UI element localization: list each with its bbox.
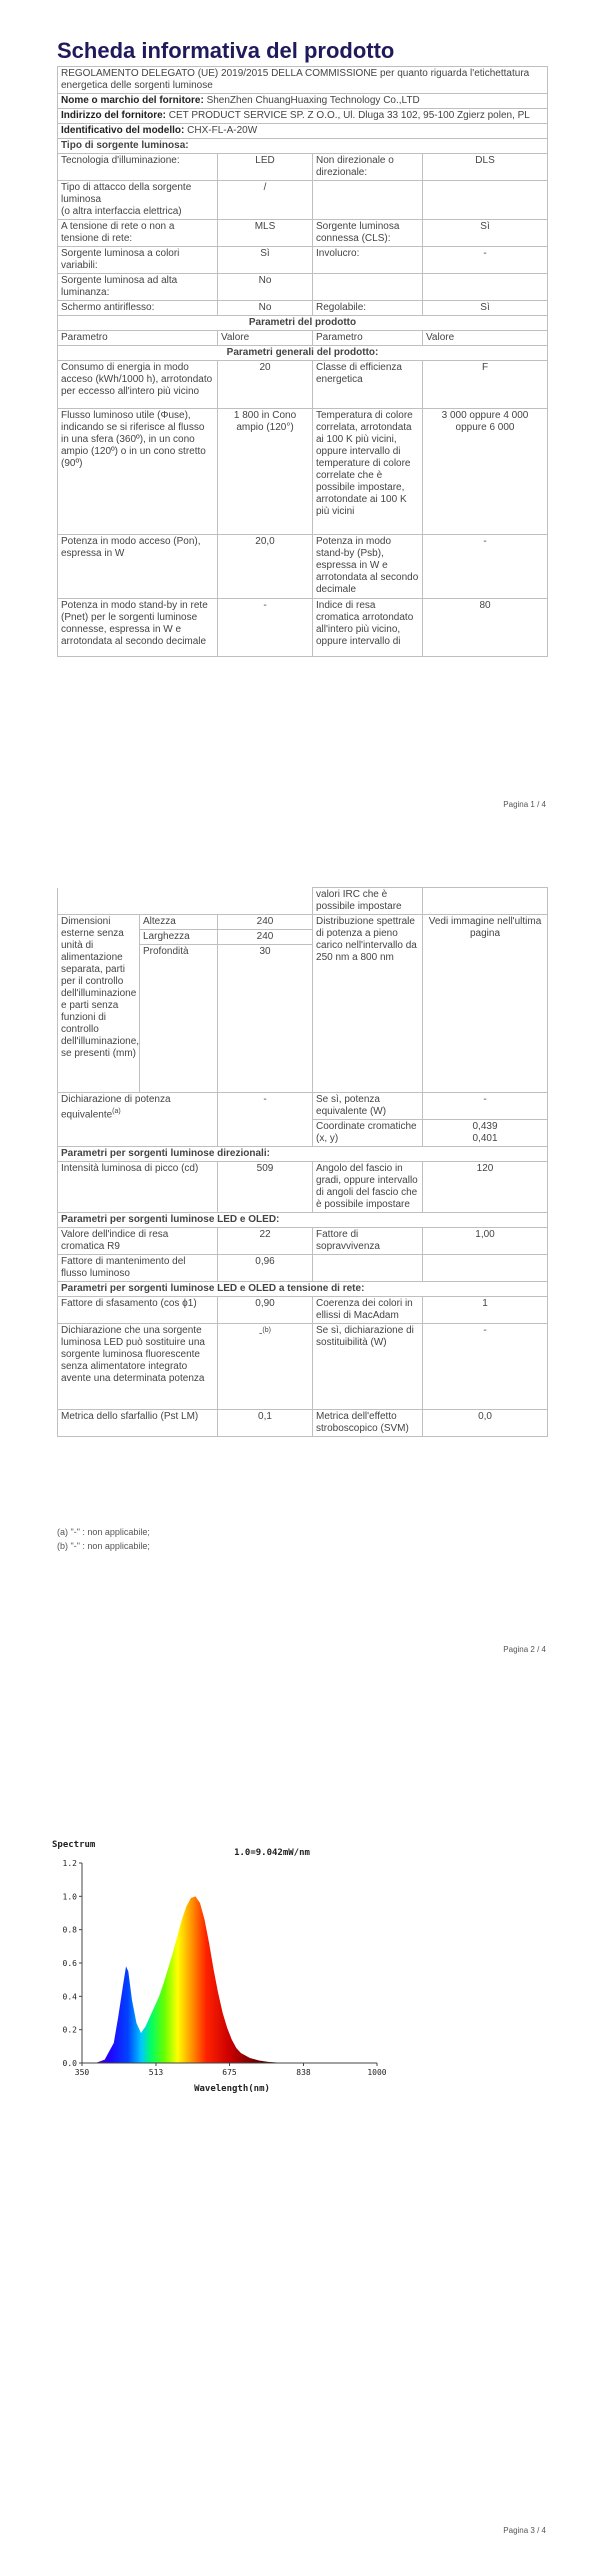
general-params-header: Parametri generali del prodotto:: [58, 346, 548, 361]
general-param-label: Potenza in modo acceso (Pon), espressa in W: [58, 535, 218, 599]
model-id: CHX-FL-A-20W: [187, 125, 258, 136]
type-param-value-2: Sì: [423, 301, 548, 316]
type-param-label-2: Regolabile:: [313, 301, 423, 316]
general-param-label-2: Temperatura di colore correlata, arrotondata ai 100 K più vicini, oppure intervallo di temperature di colore correlate che è possibile impostare, arrotondate ai 100 K più vicini: [313, 409, 423, 535]
spectrum-chart-svg: [52, 1835, 432, 2095]
source-type-row: [58, 220, 548, 247]
mains-header: Parametri per sorgenti luminose LED e OLED a tensione di rete:: [58, 1282, 548, 1297]
x-tick-label: 350: [74, 2068, 90, 2077]
page-number-2: Pagina 2 / 4: [503, 1645, 546, 1654]
cri-continuation: valori IRC che è possibile impostare: [313, 888, 423, 915]
chart-title: 1.0=9.042mW/nm: [234, 1848, 310, 1858]
type-param-value-2: [423, 181, 548, 220]
source-type-row: [58, 181, 548, 220]
x-tick-label: 513: [148, 2068, 164, 2077]
chroma-value: 0,439 0,401: [423, 1120, 548, 1147]
type-param-label: Sorgente luminosa a colori variabili:: [58, 247, 218, 274]
col-header-param-2: Parametro: [313, 331, 423, 346]
document-title: Scheda informativa del prodotto: [57, 38, 395, 63]
type-param-label: Tipo di attacco della sorgente luminosa (o altra interfaccia elettrica): [58, 181, 218, 220]
supplier-address: CET PRODUCT SERVICE SP. Z O.O., Ul. Dluga 33 102, 95-100 Zgierz polen, PL: [168, 110, 530, 121]
supplier-address-row: [58, 109, 548, 124]
x-tick-label: 675: [222, 2068, 237, 2077]
replace-label: Dichiarazione che una sorgente luminosa LED può sostituire una sorgente luminosa fluorescente senza alimentatore integrato avente una determinata potenza: [58, 1324, 218, 1410]
general-param-value: 1 800 in Cono ampio (120°): [218, 409, 313, 535]
source-type-row: [58, 301, 548, 316]
footnote-b: (b) "-" : non applicabile;: [57, 1541, 150, 1551]
chroma-label: Coordinate cromatiche (x, y): [313, 1120, 423, 1147]
y-tick-label: 1.2: [62, 1859, 77, 1868]
source-type-row: [58, 247, 548, 274]
footnotes: [57, 1525, 150, 1553]
r9-label: Valore dell'indice di resa cromatica R9: [58, 1228, 218, 1255]
phase-label: Fattore di sfasamento (cos ϕ1): [58, 1297, 218, 1324]
type-param-value: No: [218, 301, 313, 316]
strobo-label: Metrica dell'effetto stroboscopico (SVM): [313, 1410, 423, 1437]
col-header-param-1: Parametro: [58, 331, 218, 346]
type-param-value-2: DLS: [423, 154, 548, 181]
supplier-name-row: [58, 94, 548, 109]
product-params-header: Parametri del prodotto: [58, 316, 548, 331]
beam-label: Angolo del fascio in gradi, oppure intervallo di angoli del fascio che è possibile impostare: [313, 1162, 423, 1213]
general-param-value-2: F: [423, 361, 548, 409]
type-param-label-2: Non direzionale o direzionale:: [313, 154, 423, 181]
led-header: Parametri per sorgenti luminose LED e OLED:: [58, 1213, 548, 1228]
dimensions-label: Dimensioni esterne senza unità di alimentazione separata, parti per il controllo dell'illuminazione e parti senza funzioni di controllo dell'illuminazione, se presenti (mm): [58, 915, 140, 1093]
dim-width-label: Larghezza: [140, 930, 218, 945]
type-param-label: Schermo antiriflesso:: [58, 301, 218, 316]
type-param-label-2: [313, 274, 423, 301]
type-param-value-2: Sì: [423, 220, 548, 247]
y-axis-ticks: [63, 1859, 82, 2068]
y-tick-label: 0.0: [62, 2059, 77, 2068]
model-label: Identificativo del modello:: [61, 125, 185, 136]
type-param-value: LED: [218, 154, 313, 181]
general-param-row: [58, 409, 548, 535]
col-header-value-1: Valore: [218, 331, 313, 346]
general-param-label-2: Classe di efficienza energetica: [313, 361, 423, 409]
y-tick-label: 0.4: [62, 1992, 77, 2002]
directional-header: Parametri per sorgenti luminose direzionali:: [58, 1147, 548, 1162]
equiv-sup: (a): [112, 1108, 121, 1115]
general-param-label: Potenza in modo stand-by in rete (Pnet) per le sorgenti luminose connesse, espressa in W e arrotondata al secondo decimale: [58, 599, 218, 657]
survival-value: 1,00: [423, 1228, 548, 1255]
x-tick-label: 1000: [367, 2068, 387, 2077]
y-tick-label: 1.0: [62, 1892, 77, 1902]
general-param-label: Flusso luminoso utile (Φuse), indicando se si riferisce al flusso in una sfera (360º), in un cono ampio (120º) o in un cono stretto (90º): [58, 409, 218, 535]
type-param-value-2: [423, 274, 548, 301]
type-param-label-2: [313, 181, 423, 220]
page-1: [0, 0, 603, 835]
source-type-header: Tipo di sorgente luminosa:: [58, 139, 548, 154]
model-row: [58, 124, 548, 139]
lumen-value: 0,96: [218, 1255, 313, 1282]
col-header-value-2: Valore: [423, 331, 548, 346]
general-param-value-2: 3 000 oppure 4 000 oppure 6 000: [423, 409, 548, 535]
dim-height-label: Altezza: [140, 915, 218, 930]
source-type-rows: [58, 154, 548, 316]
dim-width-value: 240: [218, 930, 313, 945]
supplier-name-label: Nome o marchio del fornitore:: [61, 95, 204, 106]
type-param-value: Sì: [218, 247, 313, 274]
general-param-value: 20,0: [218, 535, 313, 599]
general-param-row: [58, 599, 548, 657]
cri-continuation-left: [58, 888, 313, 915]
lumen-label: Fattore di mantenimento del flusso luminoso: [58, 1255, 218, 1282]
flicker-label: Metrica dello sfarfallio (Pst LM): [58, 1410, 218, 1437]
dim-height-value: 240: [218, 915, 313, 930]
x-tick-label: 838: [296, 2068, 311, 2077]
general-param-value-2: -: [423, 535, 548, 599]
general-param-row: [58, 535, 548, 599]
type-param-value: /: [218, 181, 313, 220]
general-param-label-2: Indice di resa cromatica arrotondato all'intero più vicino, oppure intervallo di: [313, 599, 423, 657]
page2-table-frame: [57, 887, 547, 1437]
equiv-w-value: -: [423, 1093, 548, 1120]
general-param-value: -: [218, 599, 313, 657]
source-type-row: [58, 154, 548, 181]
replace-value-cell: [218, 1324, 313, 1410]
type-param-value-2: -: [423, 247, 548, 274]
chart-ylabel: Spectrum: [52, 1840, 96, 1850]
spectrum-area: [96, 1896, 287, 2063]
replace-value: -: [259, 1328, 263, 1340]
replace-w-label: Se sì, dichiarazione di sostituibilità (W): [313, 1324, 423, 1410]
strobo-value: 0,0: [423, 1410, 548, 1437]
dim-depth-label: Profondità: [140, 945, 218, 1093]
peak-label: Intensità luminosa di picco (cd): [58, 1162, 218, 1213]
equiv-label: Dichiarazione di potenza equivalente: [61, 1094, 171, 1121]
page-3: [0, 1680, 603, 2560]
page-number-1: Pagina 1 / 4: [503, 800, 546, 809]
beam-value: 120: [423, 1162, 548, 1213]
page-2: [0, 835, 603, 1680]
type-param-value: MLS: [218, 220, 313, 247]
macadam-label: Coerenza dei colori in ellissi di MacAdam: [313, 1297, 423, 1324]
y-tick-label: 0.8: [62, 1925, 77, 1935]
replace-w-value: -: [423, 1324, 548, 1410]
general-param-rows: [58, 361, 548, 657]
general-param-value: 20: [218, 361, 313, 409]
spectral-value: Vedi immagine nell'ultima pagina: [423, 915, 548, 1093]
spectral-label: Distribuzione spettrale di potenza a pieno carico nell'intervallo da 250 nm a 800 nm: [313, 915, 423, 1093]
y-tick-label: 0.6: [62, 1959, 77, 1968]
general-param-row: [58, 361, 548, 409]
y-tick-label: 0.2: [62, 2025, 77, 2035]
peak-value: 509: [218, 1162, 313, 1213]
general-param-label-2: Potenza in modo stand-by (Psb), espressa in W e arrotondata al secondo decimale: [313, 535, 423, 599]
regulation-text: REGOLAMENTO DELEGATO (UE) 2019/2015 DELLA COMMISSIONE per quanto riguarda l'etichettatura energetica delle sorgenti luminose: [58, 67, 548, 94]
supplier-address-label: Indirizzo del fornitore:: [61, 110, 166, 121]
supplier-name: ShenZhen ChuangHuaxing Technology Co.,LTD: [206, 95, 420, 106]
type-param-value: No: [218, 274, 313, 301]
survival-label: Fattore di sopravvivenza: [313, 1228, 423, 1255]
equiv-w-label: Se sì, potenza equivalente (W): [313, 1093, 423, 1120]
page1-table-frame: [57, 66, 547, 657]
type-param-label: Tecnologia d'illuminazione:: [58, 154, 218, 181]
lumen-empty-2: [423, 1255, 548, 1282]
type-param-label: Sorgente luminosa ad alta luminanza:: [58, 274, 218, 301]
source-type-row: [58, 274, 548, 301]
replace-sup: (b): [262, 1327, 271, 1334]
page-number-3: Pagina 3 / 4: [503, 2526, 546, 2535]
type-param-label-2: Sorgente luminosa connessa (CLS):: [313, 220, 423, 247]
chart-xlabel: Wavelength(nm): [194, 2084, 270, 2094]
equiv-value: -: [218, 1093, 313, 1147]
flicker-value: 0,1: [218, 1410, 313, 1437]
type-param-label: A tensione di rete o non a tensione di rete:: [58, 220, 218, 247]
footnote-a: (a) "-" : non applicabile;: [57, 1527, 150, 1537]
spectrum-chart: [52, 1835, 432, 2095]
lumen-empty-1: [313, 1255, 423, 1282]
phase-value: 0,90: [218, 1297, 313, 1324]
cri-continuation-value: [423, 888, 548, 915]
equiv-label-cell: [58, 1093, 218, 1147]
general-param-value-2: 80: [423, 599, 548, 657]
info-table-page1: [57, 66, 548, 657]
dim-depth-value: 30: [218, 945, 313, 1093]
macadam-value: 1: [423, 1297, 548, 1324]
x-axis-ticks: [75, 2063, 387, 2077]
type-param-label-2: Involucro:: [313, 247, 423, 274]
info-table-page2: [57, 887, 548, 1437]
r9-value: 22: [218, 1228, 313, 1255]
general-param-label: Consumo di energia in modo acceso (kWh/1000 h), arrotondato per eccesso all'intero più vicino: [58, 361, 218, 409]
